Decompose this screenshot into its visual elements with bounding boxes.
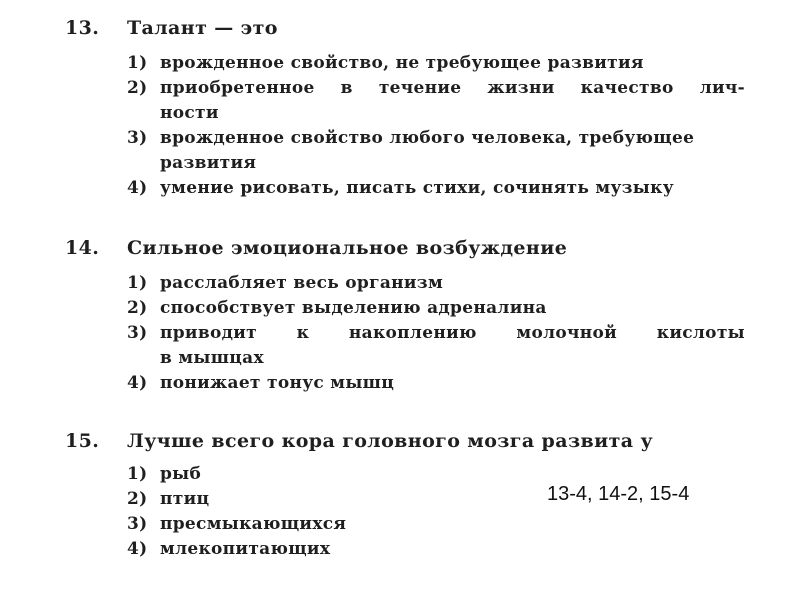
option-line: птиц — [160, 489, 210, 509]
question-number: 13. — [65, 17, 100, 39]
option-text — [160, 512, 745, 537]
option-item — [65, 51, 755, 76]
option-text — [160, 296, 745, 321]
question-header — [65, 425, 755, 457]
option-number: 3) — [127, 323, 148, 343]
option-line: расслабляет весь организм — [160, 273, 444, 293]
option-item — [65, 371, 755, 396]
answer-key: 13-4, 14-2, 15-4 — [547, 483, 690, 505]
option-line: рыб — [160, 464, 202, 484]
option-text — [160, 271, 745, 296]
option-line: пресмыкающихся — [160, 514, 347, 534]
option-number: 2) — [127, 489, 148, 509]
question-header — [65, 12, 755, 44]
option-number: 4) — [127, 373, 148, 393]
options-list — [65, 271, 755, 396]
question-13 — [65, 12, 755, 201]
option-line: приводит к накоплению молочной кислоты — [160, 323, 745, 343]
option-item — [65, 271, 755, 296]
option-line: приобретенное в течение жизни качество лич- — [160, 78, 745, 98]
option-item — [65, 512, 755, 537]
option-text — [160, 537, 745, 562]
option-text — [160, 371, 745, 396]
option-text — [160, 76, 745, 126]
option-line: умение рисовать, писать стихи, сочинять музыку — [160, 178, 674, 198]
option-item — [65, 321, 755, 371]
option-line: ности — [160, 103, 219, 123]
question-header — [65, 232, 755, 264]
option-text — [160, 51, 745, 76]
question-14 — [65, 232, 755, 396]
options-list — [65, 462, 755, 562]
option-line: врожденное свойство, не требующее развития — [160, 53, 644, 73]
option-item — [65, 126, 755, 176]
option-line: развития — [160, 153, 257, 173]
option-line: млекопитающих — [160, 539, 331, 559]
option-number: 4) — [127, 178, 148, 198]
question-text: Сильное эмоциональное возбуждение — [127, 237, 568, 259]
question-number: 14. — [65, 237, 100, 259]
question-text: Лучше всего кора головного мозга развита у — [127, 430, 654, 452]
option-line: врожденное свойство любого человека, требующее — [160, 128, 695, 148]
option-item — [65, 76, 755, 126]
question-text: Талант — это — [127, 17, 278, 39]
option-number: 2) — [127, 78, 148, 98]
option-item — [65, 176, 755, 201]
options-list — [65, 51, 755, 201]
option-item — [65, 537, 755, 562]
option-line: понижает тонус мышц — [160, 373, 395, 393]
option-text — [160, 176, 745, 201]
option-line: в мышцах — [160, 348, 264, 368]
question-number: 15. — [65, 430, 100, 452]
option-text — [160, 321, 745, 371]
option-number: 1) — [127, 53, 148, 73]
option-number: 3) — [127, 514, 148, 534]
option-number: 3) — [127, 128, 148, 148]
option-number: 1) — [127, 464, 148, 484]
option-number: 1) — [127, 273, 148, 293]
option-item — [65, 296, 755, 321]
option-number: 4) — [127, 539, 148, 559]
option-number: 2) — [127, 298, 148, 318]
option-text — [160, 126, 745, 176]
option-line: способствует выделению адреналина — [160, 298, 547, 318]
